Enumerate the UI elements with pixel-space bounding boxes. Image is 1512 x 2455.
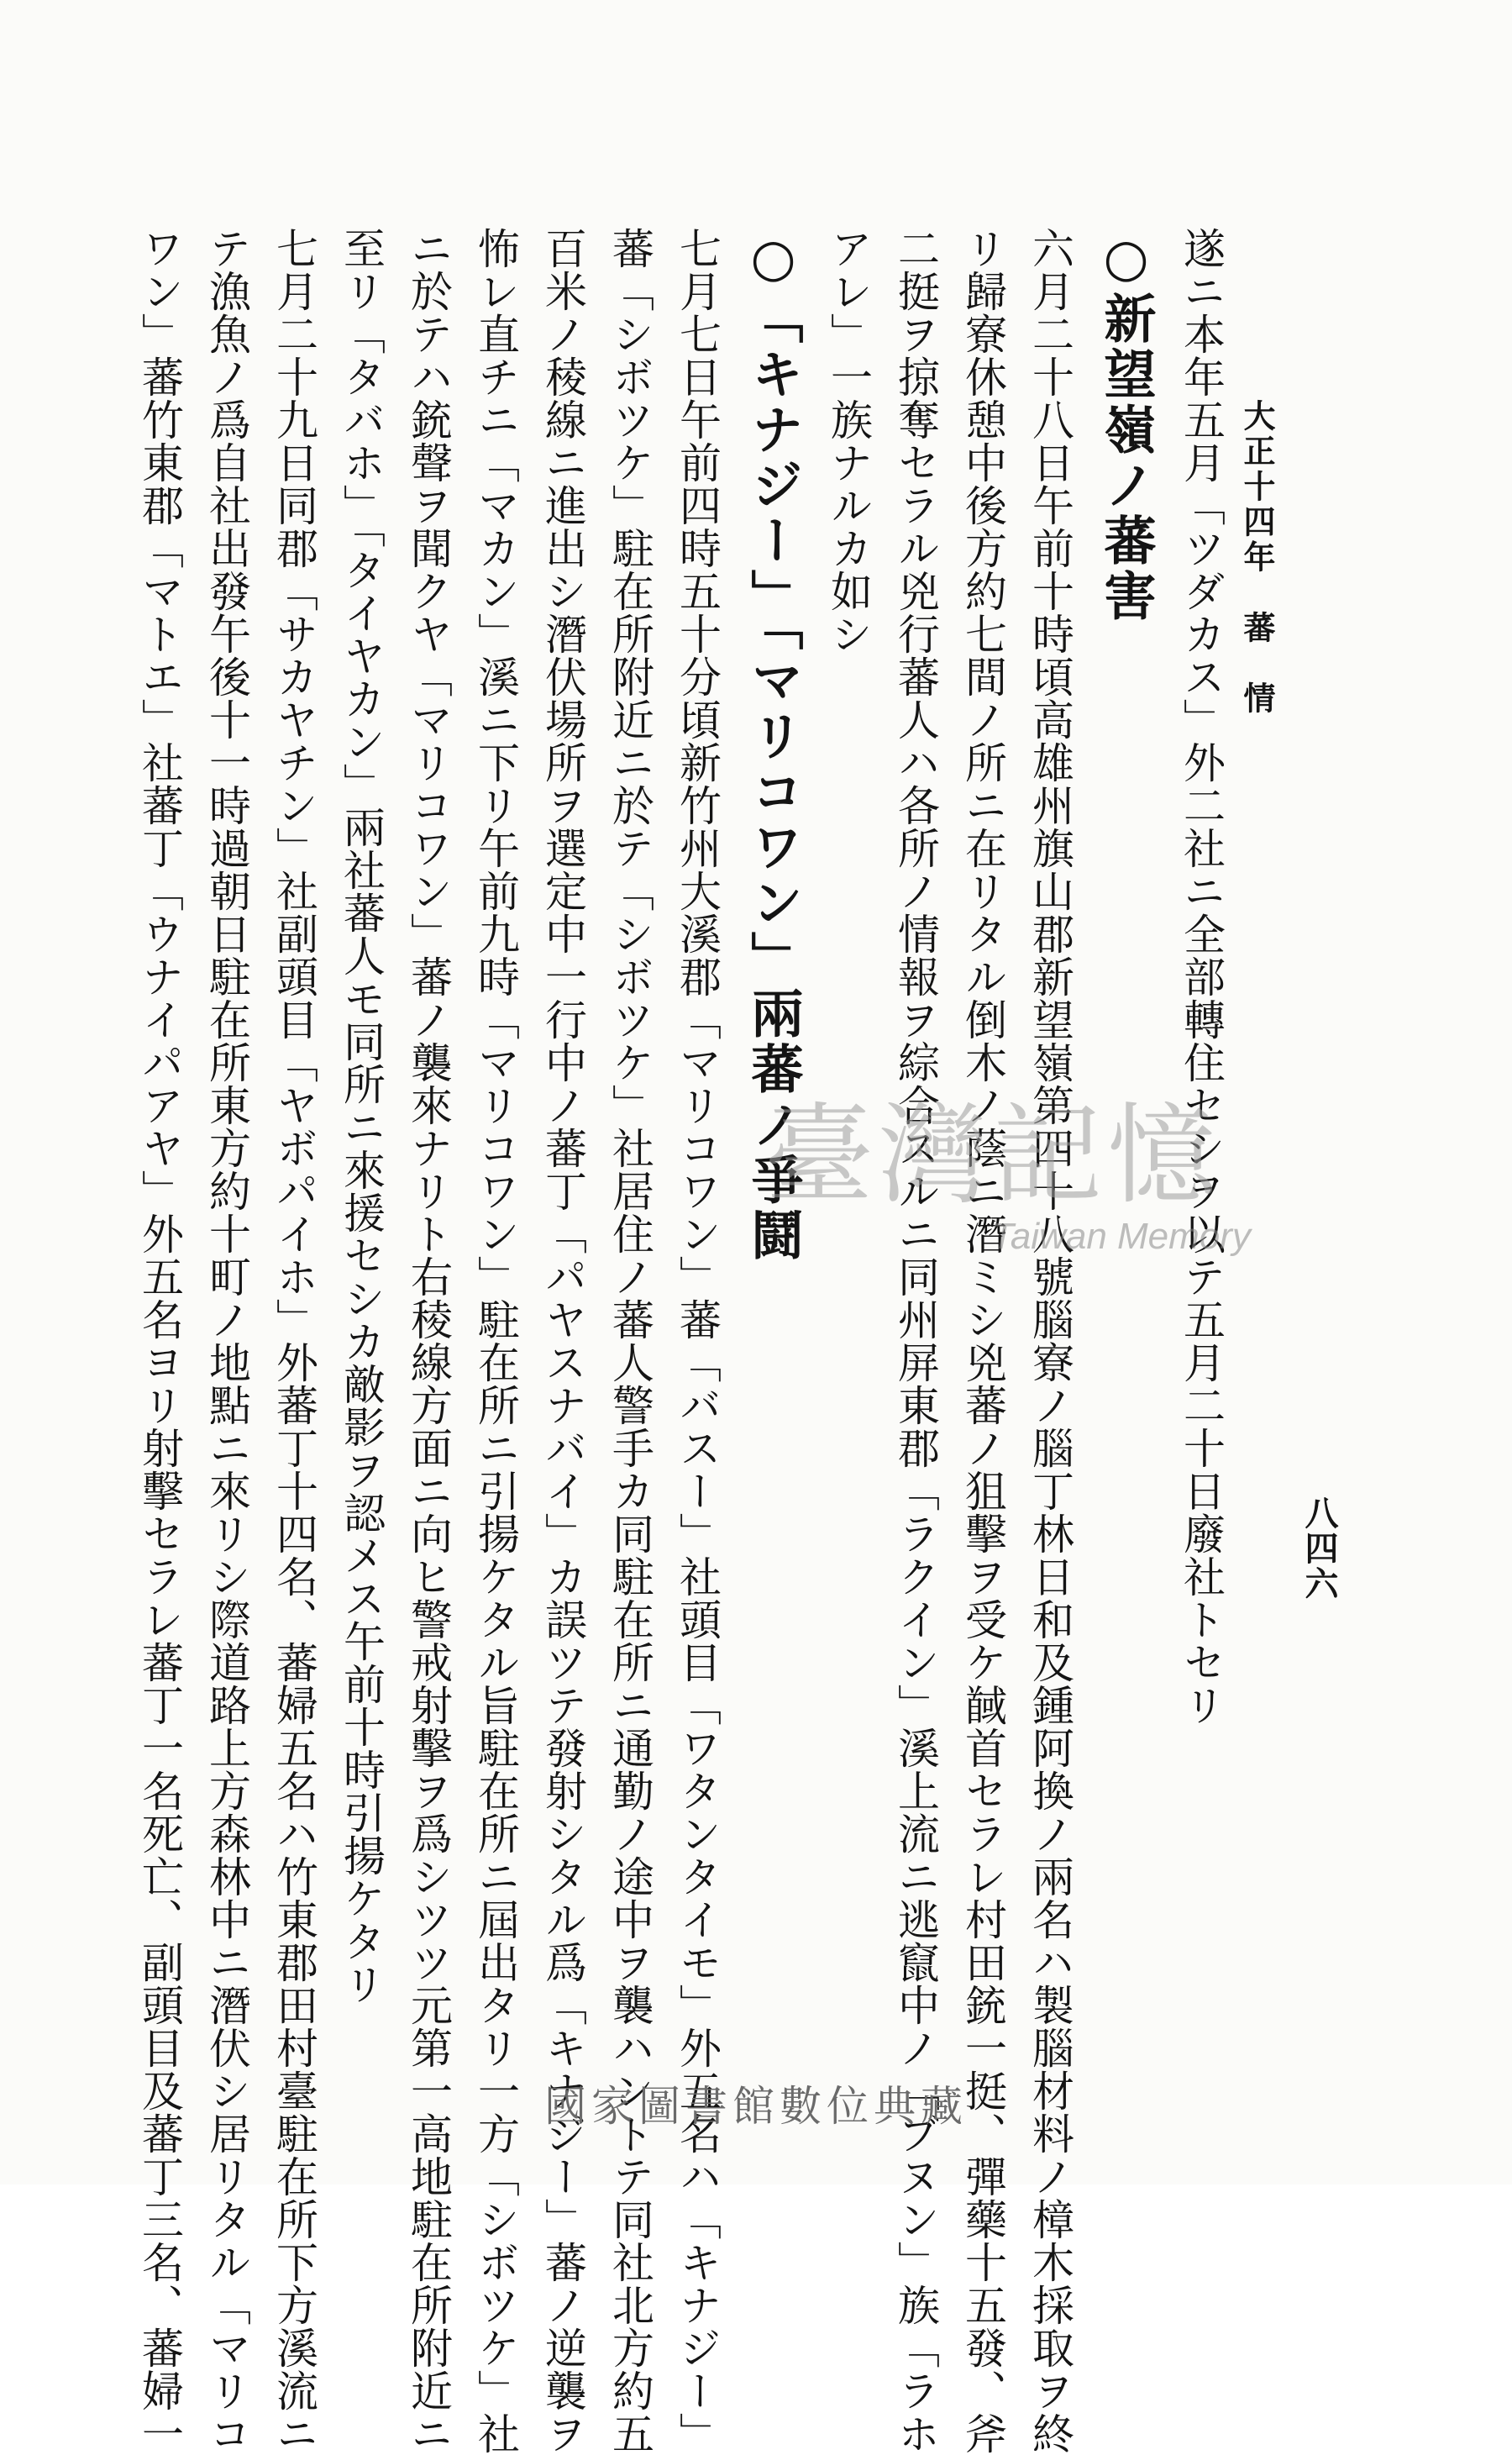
text-column: 百米ノ稜線ニ進出シ潛伏場所ヲ選定中一行中ノ蕃丁「パヤスナバイ」カ誤ツテ發射シタル爲「キナジー」蕃ノ逆襲ヲ — [538, 227, 587, 2455]
text-column: アレ」一族ナルカ如シ — [824, 227, 873, 655]
section-heading: ○新望嶺ノ蕃害 — [1095, 227, 1157, 624]
running-title: 大正十四年 蕃 情 — [1238, 399, 1276, 717]
text-column: ワン」蕃竹東郡「マトエ」社蕃丁「ウナイパアヤ」外五名ヨリ射擊セラレ蕃丁一名死亡、副頭目及蕃丁三名、蕃婦一 — [135, 227, 184, 2455]
text-column: 怖レ直チニ「マカン」溪ニ下リ午前九時「マリコワン」駐在所ニ引揚ケタル旨駐在所ニ屆出タリ一方「シボツケ」社 — [471, 227, 520, 2455]
text-column: 二挺ヲ掠奪セラル兇行蕃人ハ各所ノ情報ヲ綜合スルニ同州屏東郡「ラクイン」溪上流ニ逃竄中ノ「ブヌン」族「ラホ — [891, 227, 940, 2455]
text-column: テ漁魚ノ爲自社出發午後十一時過朝日駐在所東方約十町ノ地點ニ來リシ際道路上方森林中ニ潛伏シ居リタル「マリコ — [202, 227, 251, 2455]
text-column: 至リ「タバホ」「タイヤカン」兩社蕃人モ同所ニ來援セシカ敵影ヲ認メス午前十時引揚ケタリ — [337, 227, 386, 2006]
section-heading: ○「キナジー」「マリコワン」兩蕃ノ爭鬪 — [743, 227, 804, 1264]
page-number: 八四六 — [1299, 1496, 1339, 1601]
text-column: 六月二十八日午前十時頃高雄州旗山郡新望嶺第四十八號腦寮ノ腦丁林日和及鍾阿換ノ兩名ハ製腦材料ノ樟木採取ヲ終 — [1026, 227, 1074, 2455]
text-column: ニ於テハ銃聲ヲ聞クヤ「マリコワン」蕃ノ襲來ナリト右稜線方面ニ向ヒ警戒射擊ヲ爲シツツ元第一高地駐在所附近ニ — [404, 227, 453, 2455]
text-column: 七月七日午前四時五十分頃新竹州大溪郡「マリコワン」蕃「バスー」社頭目「ワタンタイモ」外五名ハ「キナジー」 — [673, 227, 722, 2455]
watermark-logo-text: 臺灣記憶 — [764, 1091, 1222, 1219]
footer-credit: 國家圖書館數位典藏 — [544, 2082, 968, 2131]
watermark-subtitle: Taiwan Memory — [991, 1216, 1251, 1257]
text-column: 七月二十九日同郡「サカヤチン」社副頭目「ヤボパイホ」外蕃丁十四名、蕃婦五名ハ竹東郡田村臺駐在所下方溪流ニ — [270, 227, 318, 2455]
text-column: 遂ニ本年五月「ツダカス」外二社ニ全部轉住セシヲ以テ五月二十日廢社トセリ — [1177, 227, 1226, 1727]
text-column: リ歸寮休憩中後方約七間ノ所ニ在リタル倒木ノ蔭ニ潛ミシ兇蕃ノ狙擊ヲ受ケ馘首セラレ村田銃一挺、彈藥十五發、斧 — [958, 227, 1007, 2455]
text-column: 蕃「シボツケ」駐在所附近ニ於テ「シボツケ」社居住ノ蕃人警手カ同駐在所ニ通勤ノ途中ヲ襲ハントテ同社北方約五 — [606, 227, 654, 2455]
